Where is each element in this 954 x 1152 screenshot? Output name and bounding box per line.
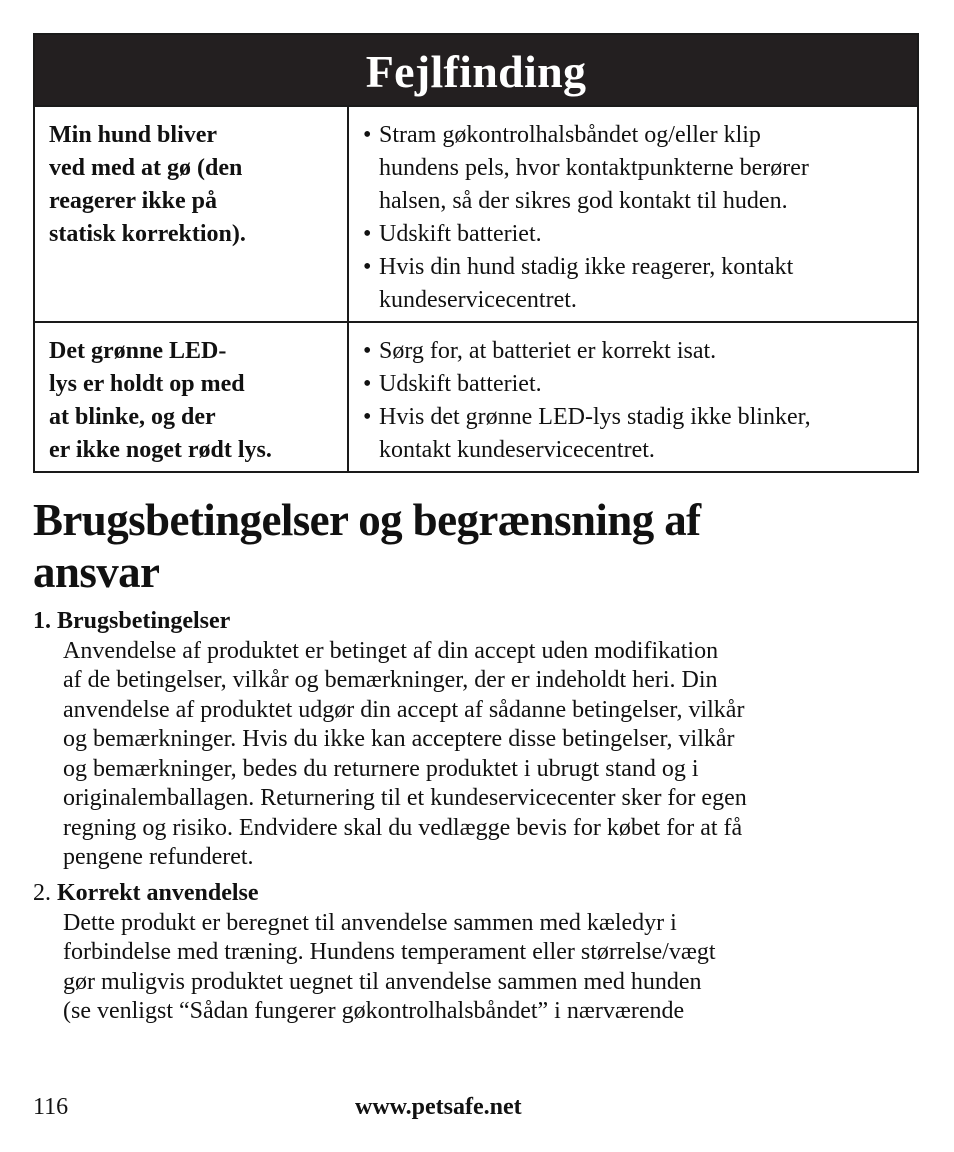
solution-item (363, 119, 909, 218)
body-line: originalemballagen. Returnering til et kundeservicecenter sker for egen (63, 785, 747, 811)
problem-line: statisk korrektion). (49, 221, 246, 247)
body-line: Anvendelse af produktet er betinget af din accept uden modifikation (63, 637, 719, 664)
solution-line: kundeservicecentret. (379, 287, 577, 313)
troubleshooting-row (35, 321, 917, 471)
problem-cell (35, 323, 349, 471)
solution-item (363, 368, 909, 401)
problem-line: Det grønne LED- (49, 338, 227, 364)
terms-item-number: 2. (33, 880, 51, 906)
problem-line: ved med at gø (den (49, 155, 243, 181)
problem-line: er ikke noget rødt lys. (49, 437, 272, 463)
bullet-icon: • (363, 338, 372, 364)
body-line: Dette produkt er beregnet til anvendelse sammen med kæledyr i (63, 909, 677, 936)
terms-item (33, 607, 913, 873)
terms-item-body (33, 909, 913, 1027)
problem-cell (35, 107, 349, 321)
problem-line: at blinke, og der (49, 404, 216, 430)
troubleshooting-table (33, 33, 919, 473)
body-line: forbindelse med træning. Hundens temperament eller størrelse/vægt (63, 939, 716, 965)
solution-line: Udskift batteriet. (379, 221, 542, 247)
body-line: (se venligst “Sådan fungerer gøkontrolhalsbåndet” i nærværende (63, 998, 685, 1024)
solution-line: Udskift batteriet. (379, 371, 542, 397)
website-link[interactable]: www.petsafe.net (355, 1094, 522, 1120)
body-line: og bemærkninger, bedes du returnere produktet i ubrugt stand og i (63, 755, 699, 782)
terms-item-title: Brugsbetingelser (57, 608, 231, 634)
bullet-icon: • (363, 221, 372, 247)
section-title-line: ansvar (33, 547, 160, 597)
section-title (33, 494, 913, 598)
body-line: pengene refunderet. (63, 844, 254, 870)
problem-line: Min hund bliver (49, 122, 218, 148)
terms-item-heading (33, 607, 913, 637)
solution-line: Stram gøkontrolhalsbåndet og/eller klip (379, 122, 761, 148)
terms-item-body (33, 637, 913, 873)
section-title-line: Brugsbetingelser og begrænsning af (33, 495, 701, 545)
body-line: af de betingelser, vilkår og bemærkninger, der er indeholdt heri. Din (63, 667, 718, 693)
solution-item (363, 335, 909, 368)
page-footer (33, 1090, 919, 1124)
bullet-icon: • (363, 404, 372, 430)
solution-cell (349, 107, 917, 321)
troubleshooting-row (35, 105, 917, 321)
bullet-icon: • (363, 122, 372, 148)
solution-line: halsen, så der sikres god kontakt til huden. (379, 188, 788, 214)
body-line: gør muligvis produktet uegnet til anvendelse sammen med hunden (63, 968, 702, 995)
solution-item (363, 251, 909, 317)
solution-item (363, 218, 909, 251)
terms-item (33, 879, 913, 1027)
solution-cell (349, 323, 917, 471)
body-line: og bemærkninger. Hvis du ikke kan acceptere disse betingelser, vilkår (63, 726, 735, 752)
problem-line: lys er holdt op med (49, 371, 245, 397)
solution-line: kontakt kundeservicecentret. (379, 437, 655, 463)
solution-item (363, 401, 909, 467)
terms-item-number: 1. (33, 608, 51, 634)
terms-item-heading (33, 879, 913, 909)
body-line: anvendelse af produktet udgør din accept af sådanne betingelser, vilkår (63, 696, 745, 723)
body-line: regning og risiko. Endvidere skal du vedlægge bevis for købet for at få (63, 814, 743, 841)
troubleshooting-title: Fejlfinding (35, 35, 917, 105)
bullet-icon: • (363, 371, 372, 397)
solution-line: Hvis det grønne LED-lys stadig ikke blinker, (379, 404, 811, 430)
problem-line: reagerer ikke på (49, 188, 217, 214)
solution-line: hundens pels, hvor kontaktpunkterne berører (379, 155, 809, 181)
bullet-icon: • (363, 254, 372, 280)
solution-line: Hvis din hund stadig ikke reagerer, kontakt (379, 254, 794, 280)
terms-item-title: Korrekt anvendelse (57, 880, 259, 906)
page-number: 116 (33, 1094, 69, 1120)
solution-line: Sørg for, at batteriet er korrekt isat. (379, 338, 717, 364)
